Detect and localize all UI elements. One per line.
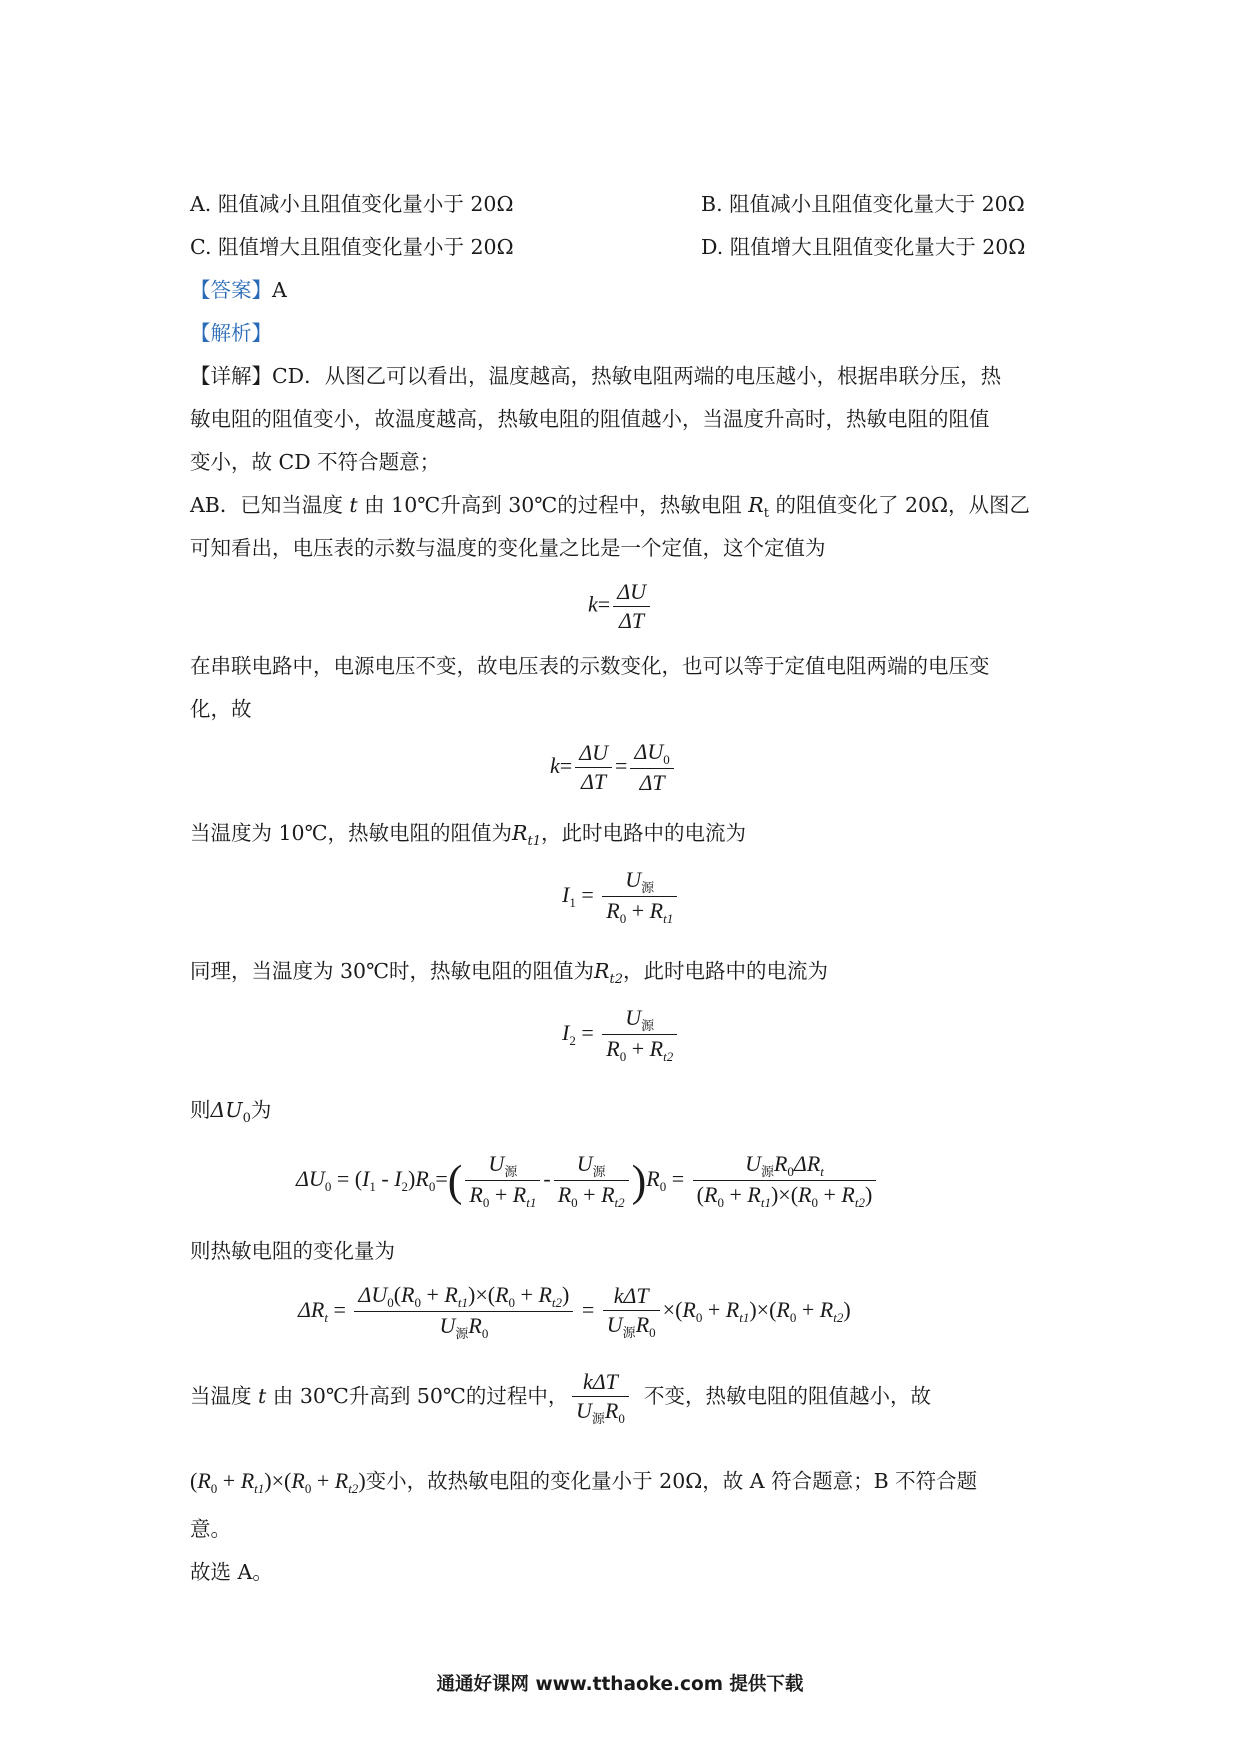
eq-dr-lhs: ΔR [298, 1297, 325, 1323]
eq-k-num: ΔU [617, 579, 646, 604]
concl-r0a-sub: 0 [210, 1481, 218, 1496]
concl-plus2: + [316, 1468, 330, 1493]
eq-dr-f1-u-sub: 源 [455, 1326, 469, 1342]
eq-i2-rt: R [649, 1036, 664, 1062]
eq-du0-f3-r0: R [773, 1151, 788, 1176]
equation-inline-kdt [569, 1368, 632, 1427]
eq-du0-eq3: = [671, 1166, 685, 1192]
eq-dr-f1-du-sub: 0 [387, 1295, 394, 1310]
eq-i1-plus: + [631, 898, 645, 924]
inline-frac-r0-sub: 0 [618, 1410, 625, 1426]
eq-du0-i2-sub: 2 [401, 1179, 409, 1195]
eq-du0-f3-d-r0b-sub: 0 [811, 1195, 818, 1211]
ab-line-1 [190, 495, 1030, 520]
eq-du0-f1-r0: R [469, 1182, 483, 1208]
eq-dr-lp1: ( [675, 1297, 683, 1323]
eq-i2-r0: R [606, 1036, 620, 1062]
equation-k-2 [550, 738, 677, 798]
then-du-post: 为 [250, 1098, 272, 1122]
eq-du0-f3-plus2: + [823, 1182, 836, 1208]
eq-du0-f2-r0: R [557, 1182, 572, 1208]
eq-du0-f1-u: U [488, 1151, 505, 1176]
option-d: D. 阻值增大且阻值变化量大于 20Ω [701, 235, 1026, 259]
eq-du0-f2-r0-sub: 0 [571, 1195, 578, 1211]
eq-i1-sub: 1 [569, 895, 576, 911]
eq-i2-equals: = [581, 1020, 594, 1046]
eq-k-fraction [613, 578, 650, 635]
temp10-pre: 当温度为 10℃，热敏电阻的阻值为 [190, 821, 513, 845]
eq-du0-f3-lp2: ( [790, 1182, 799, 1208]
eq-du0-minus2: - [543, 1166, 551, 1192]
eq-du0-f3-times: × [778, 1182, 791, 1208]
eq-du0-f3-plus1: + [729, 1182, 742, 1208]
eq-du0-f2-u-sub: 源 [592, 1164, 606, 1179]
eq-du0-f1-u-sub: 源 [504, 1164, 518, 1179]
temp10-r-sub: t1 [527, 834, 541, 849]
eq-i1-u-sub: 源 [641, 880, 655, 895]
ab-var-r-sub: t [763, 506, 769, 521]
eq-du0-i2: I [394, 1166, 402, 1192]
then-du-var: ΔU [210, 1098, 243, 1122]
eq-i2-i: I [562, 1020, 570, 1046]
eq-dr-f2-u-sub: 源 [622, 1324, 636, 1340]
eq-dr-f1-rt1: R [444, 1282, 458, 1307]
eq-dr-f1-rt1-sub: t1 [457, 1295, 468, 1310]
eq-k-equals: = [597, 591, 611, 617]
inline-frac-num: kΔT [582, 1369, 618, 1394]
then-du-line [190, 1100, 271, 1125]
eq-du0-f2-rt-sub: t2 [614, 1195, 625, 1211]
eq-du0-r0b-sub: 0 [659, 1179, 667, 1195]
eq-du0-f3-rp1: ) [770, 1182, 779, 1208]
eq-du0-eq2: = [435, 1166, 448, 1192]
eq-du0-f3-d-r0a-sub: 0 [717, 1195, 724, 1211]
final-choice: 故选 A。 [190, 1560, 273, 1584]
eq-du0-r0a-sub: 0 [428, 1179, 436, 1195]
analysis-label: 【解析】 [190, 321, 272, 345]
equation-i2 [562, 1004, 680, 1066]
eq-dr-plus1: + [707, 1297, 721, 1323]
concl-rt2-sub: t2 [348, 1481, 359, 1496]
eq-dr-rt1-sub: t1 [739, 1310, 750, 1326]
temp10-line [190, 823, 746, 848]
eq-dr-f1-r0c: R [468, 1313, 482, 1339]
eq-k2-equals-2: = [615, 752, 628, 778]
eq-k-den: ΔT [619, 607, 645, 633]
eq-dr-f1-lp1: ( [393, 1282, 402, 1307]
eq-dr-f1-times: × [475, 1282, 488, 1307]
eq-du0-rp1: ) [408, 1166, 416, 1192]
eq-dr-rt2: R [819, 1297, 834, 1323]
concl-lp2: ( [284, 1468, 292, 1493]
temp50-post2: 不变，热敏电阻的阻值越小，故 [644, 1384, 931, 1408]
eq-du0-f3-d-r0b: R [798, 1182, 812, 1208]
equation-i1 [562, 866, 680, 928]
option-a: A. 阻值减小且阻值变化量小于 20Ω [190, 192, 514, 216]
eq-k2-num-1: ΔU [579, 740, 608, 766]
conclusion-line-2: 意。 [190, 1517, 231, 1541]
eq-dr-lhs-sub: t [324, 1310, 328, 1326]
eq-i2-u-sub: 源 [641, 1018, 655, 1033]
eq-i1-u: U [625, 867, 642, 892]
concl-rt1: R [240, 1468, 255, 1493]
then-du-sub: 0 [242, 1111, 251, 1126]
eq-dr-lp2: ( [769, 1297, 777, 1323]
eq-dr-f2-num: kΔT [613, 1283, 649, 1309]
eq-dr-f1-rp1: ) [468, 1282, 476, 1307]
eq-du0-lp1: ( [354, 1166, 363, 1192]
conclusion-expr [190, 1468, 366, 1496]
eq-du0-lhs-sub: 0 [324, 1179, 332, 1195]
eq-du0-minus1: - [381, 1166, 389, 1192]
eq-i2-rt-sub: t2 [663, 1049, 674, 1065]
temp30-post: ，此时电路中的电流为 [622, 959, 828, 983]
eq-k2-den-2: ΔT [639, 770, 665, 796]
eq-dr-f1-rt2: R [538, 1282, 552, 1307]
ab-text-mid: 由 10℃升高到 30℃的过程中，热敏电阻 [357, 493, 749, 517]
series-line-1: 在串联电路中，电源电压不变，故电压表的示数变化，也可以等于定值电阻两端的电压变 [190, 654, 990, 678]
eq-k2-symbol: k [550, 752, 560, 778]
eq-dr-times2: × [756, 1297, 770, 1323]
eq-dr-rt2-sub: t2 [833, 1310, 844, 1326]
eq-du0-f3-dr: ΔR [793, 1151, 821, 1176]
eq-dr-f1-rt2-sub: t2 [551, 1295, 563, 1310]
eq-du0-f3-dr-sub: t [820, 1164, 824, 1179]
concl-r0a: R [197, 1468, 211, 1493]
temp50-t: t [258, 1384, 267, 1408]
answer-line [190, 280, 287, 301]
eq-dr-rp1: ) [749, 1297, 757, 1323]
temp10-r: R [512, 821, 528, 845]
eq-i2-plus: + [631, 1036, 645, 1062]
conclusion-text: 变小，故热敏电阻的变化量小于 20Ω，故 A 符合题意；B 不符合题 [365, 1469, 978, 1493]
eq-du0-f1-r0-sub: 0 [482, 1195, 490, 1211]
inline-frac-u: U [576, 1397, 592, 1423]
eq-dr-r0b-sub: 0 [789, 1310, 797, 1326]
eq-i2-fraction [602, 1004, 677, 1066]
eq-du0-r0b: R [646, 1166, 660, 1192]
eq-du0-f3-d-rt1-sub: t1 [760, 1195, 771, 1211]
temp30-r-sub: t2 [609, 972, 623, 987]
eq-k2-fraction-2 [630, 738, 673, 798]
then-du-pre: 则 [190, 1098, 211, 1122]
eq-du0-f3-r0-sub: 0 [787, 1164, 794, 1179]
eq-i1-fraction [602, 866, 677, 928]
eq-k2-den-1: ΔT [581, 768, 607, 794]
eq-du0-f1-rt: R [512, 1182, 527, 1208]
eq-du0-big-rp: ) [631, 1156, 647, 1206]
temp30-pre: 同理，当温度为 30℃时，热敏电阻的阻值为 [190, 959, 595, 983]
eq-dr-rp2: ) [843, 1297, 851, 1323]
concl-plus1: + [222, 1468, 236, 1493]
eq-dr-f1-lp2: ( [487, 1282, 496, 1307]
eq-du0-i1: I [362, 1166, 370, 1192]
temp30-line [190, 961, 828, 986]
concl-r0b: R [291, 1468, 305, 1493]
eq-du0-frac2 [554, 1150, 629, 1212]
eq-du0-f3-d-rt2-sub: t2 [854, 1195, 865, 1211]
eq-du0-f3-lp1: ( [696, 1182, 704, 1208]
ab-var-t: t [349, 493, 358, 517]
concl-r0b-sub: 0 [304, 1481, 312, 1496]
option-c: C. 阻值增大且阻值变化量小于 20Ω [190, 235, 514, 259]
eq-dr-f2-u: U [606, 1311, 623, 1337]
eq-du0-f2-rt: R [601, 1182, 615, 1208]
eq-dr-f2-r0-sub: 0 [649, 1324, 656, 1340]
eq-du0-r0a: R [415, 1166, 429, 1192]
temp10-post: ，此时电路中的电流为 [540, 821, 746, 845]
eq-dr-eq2: = [581, 1297, 595, 1323]
detail-line-3: 变小，故 CD 不符合题意； [190, 450, 441, 474]
series-line-2: 化，故 [190, 697, 252, 721]
eq-i1-r0-sub: 0 [619, 911, 627, 927]
answer-value: A [272, 278, 287, 302]
eq-du0-frac3 [693, 1150, 877, 1212]
ab-text-post: 的阻值变化了 20Ω，从图乙 [768, 493, 1031, 517]
eq-dr-f1-r0b-sub: 0 [508, 1295, 516, 1310]
eq-dr-f2-r0: R [635, 1311, 650, 1337]
eq-dr-r0a: R [682, 1297, 696, 1323]
temp50-post: 由 30℃升高到 50℃的过程中， [266, 1384, 569, 1408]
eq-du0-f2-u: U [576, 1151, 593, 1176]
eq-dr-r0b: R [776, 1297, 790, 1323]
eq-du0-f1-plus: + [494, 1182, 508, 1208]
concl-rp2: ) [358, 1468, 366, 1493]
eq-dr-plus2: + [801, 1297, 815, 1323]
eq-dr-f1-r0b: R [495, 1282, 509, 1307]
eq-du0-f3-rp2: ) [864, 1182, 873, 1208]
eq-dr-f1-plus1: + [426, 1282, 439, 1307]
concl-times: × [271, 1468, 285, 1493]
eq-du0-big-lp: ( [447, 1156, 463, 1206]
eq-du0-f1-rt-sub: t1 [526, 1195, 537, 1211]
eq-du0-f3-d-rt2: R [841, 1182, 855, 1208]
eq-i1-r0: R [606, 898, 620, 924]
equation-du0 [296, 1150, 879, 1212]
concl-lp1: ( [190, 1468, 198, 1493]
temp50-pre: 当温度 [190, 1384, 259, 1408]
ab-text-pre: AB．已知当温度 [190, 493, 350, 517]
eq-i1-equals: = [581, 882, 594, 908]
detail-line-1: 【详解】CD．从图乙可以看出，温度越高，热敏电阻两端的电压越小，根据串联分压，热 [190, 364, 1002, 388]
eq-k2-fraction-1 [575, 739, 612, 796]
eq-i2-u: U [625, 1005, 642, 1030]
eq-dr-f1-r0a-sub: 0 [414, 1295, 421, 1310]
footer-watermark: 通通好课网 www.tthaoke.com 提供下载 [436, 1674, 804, 1695]
eq-du0-eq1: = [336, 1166, 350, 1192]
eq-du0-frac1 [465, 1150, 540, 1212]
eq-dr-frac1 [354, 1281, 573, 1343]
then-dr-line: 则热敏电阻的变化量为 [190, 1239, 395, 1263]
equation-drt [298, 1281, 851, 1343]
eq-dr-rt1: R [725, 1297, 740, 1323]
eq-dr-f1-r0a: R [401, 1282, 415, 1307]
concl-rp1: ) [264, 1468, 272, 1493]
eq-dr-eq1: = [333, 1297, 346, 1323]
eq-i2-sub: 2 [569, 1033, 576, 1049]
eq-k2-equals-1: = [559, 752, 573, 778]
temp30-r: R [594, 959, 610, 983]
eq-dr-f1-u: U [439, 1313, 456, 1339]
temp50-line [190, 1386, 568, 1407]
inline-frac [572, 1368, 629, 1427]
eq-dr-r0a-sub: 0 [695, 1310, 703, 1326]
eq-dr-f1-rp2: ) [562, 1282, 570, 1307]
eq-i1-rt-sub: t1 [663, 911, 674, 927]
concl-rt1-sub: t1 [254, 1481, 265, 1496]
eq-du0-lhs: ΔU [296, 1166, 325, 1192]
ab-line-2: 可知看出，电压表的示数与温度的变化量之比是一个定值，这个定值为 [190, 536, 826, 560]
eq-du0-f3-d-rt1: R [747, 1182, 761, 1208]
eq-dr-f1-du: ΔU [358, 1282, 388, 1307]
inline-frac-u-sub: 源 [591, 1410, 605, 1426]
eq-du0-i1-sub: 1 [369, 1179, 376, 1195]
inline-frac-r0: R [604, 1397, 619, 1423]
eq-k2-num-2-sub: 0 [663, 752, 670, 767]
detail-line-2: 敏电阻的阻值变小，故温度越高，热敏电阻的阻值越小，当温度升高时，热敏电阻的阻值 [190, 407, 990, 431]
eq-dr-times1: × [662, 1297, 676, 1323]
equation-k [588, 578, 653, 635]
conclusion-line [190, 1470, 977, 1495]
eq-du0-f3-u: U [745, 1151, 761, 1176]
eq-du0-f3-u-sub: 源 [760, 1164, 774, 1179]
eq-i1-i: I [562, 882, 570, 908]
eq-du0-f3-d-r0a: R [704, 1182, 718, 1208]
answer-label: 【答案】 [190, 278, 272, 302]
ab-var-r: R [748, 493, 764, 517]
eq-i1-rt: R [649, 898, 664, 924]
option-b: B. 阻值减小且阻值变化量大于 20Ω [701, 192, 1025, 216]
concl-rt2: R [334, 1468, 349, 1493]
eq-k-symbol: k [588, 591, 598, 617]
eq-i2-r0-sub: 0 [619, 1049, 627, 1065]
eq-k2-num-2: ΔU [634, 739, 664, 764]
eq-dr-f1-plus2: + [520, 1282, 533, 1307]
eq-dr-f1-r0c-sub: 0 [481, 1326, 489, 1342]
eq-du0-f2-plus: + [583, 1182, 596, 1208]
eq-dr-frac2 [603, 1282, 660, 1341]
